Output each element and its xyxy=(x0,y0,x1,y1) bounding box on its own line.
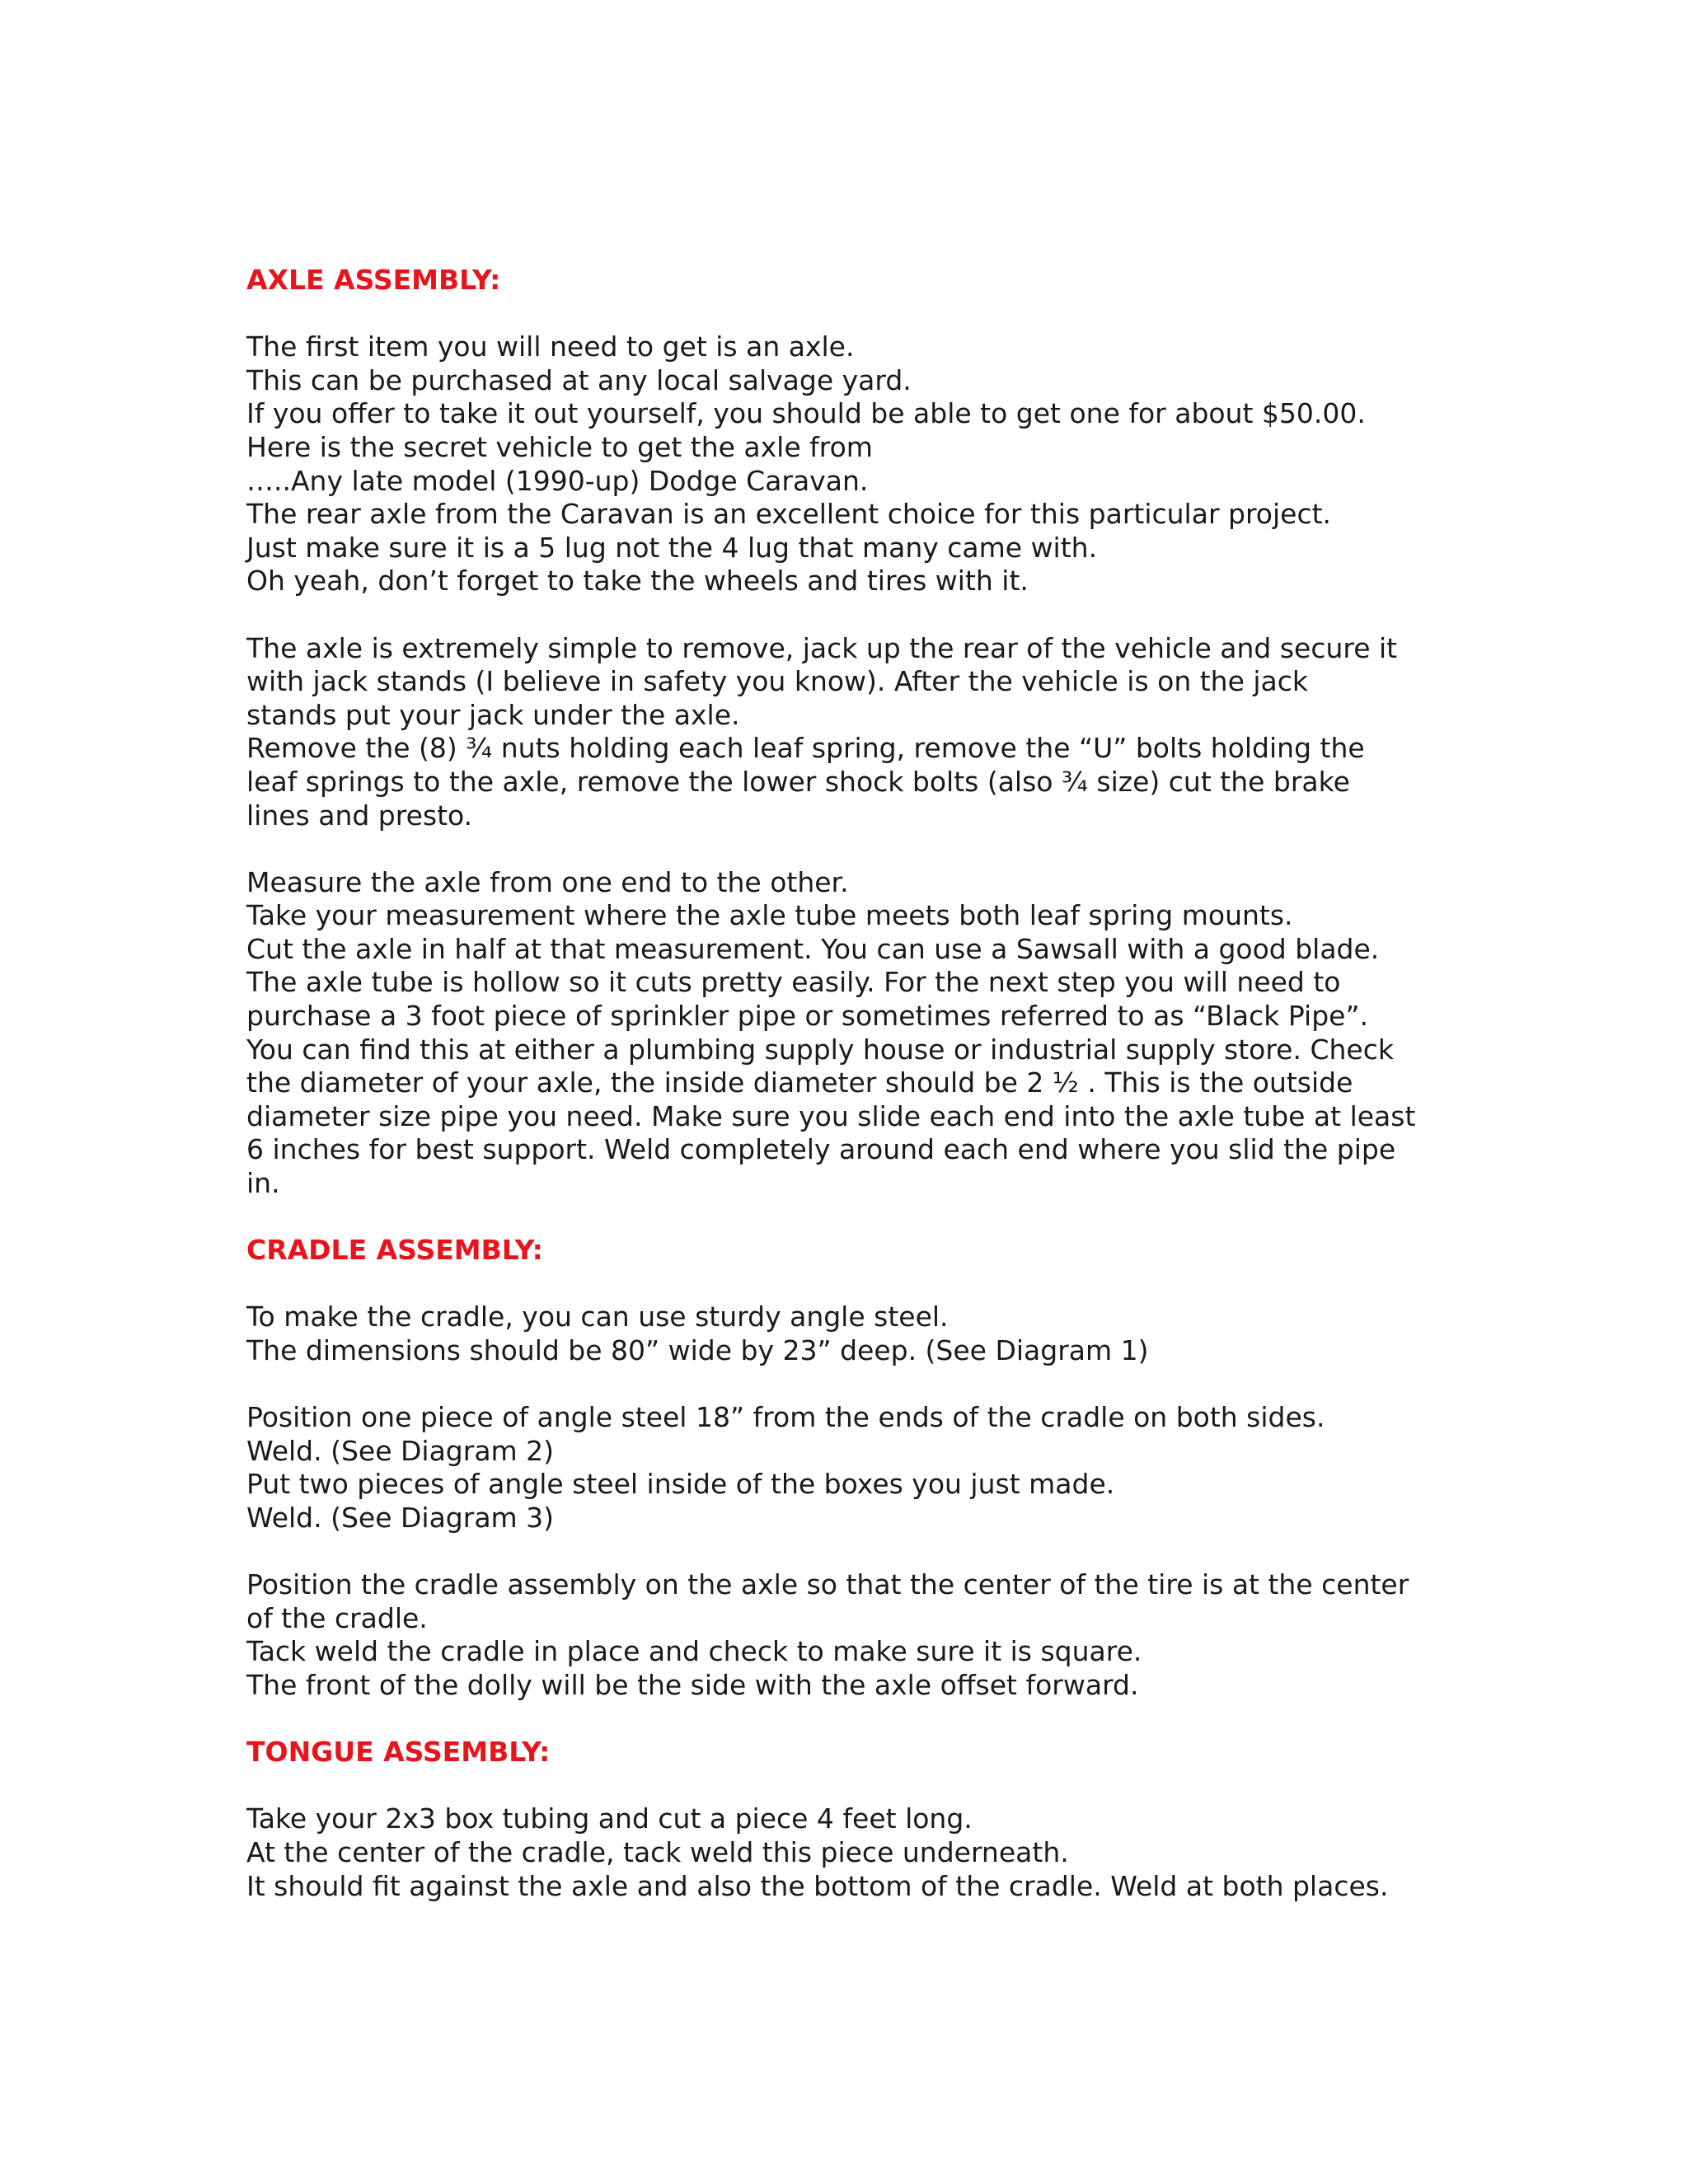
text-line: This can be purchased at any local salvage yard. xyxy=(246,363,912,396)
text-line: the diameter of your axle, the inside diameter should be 2 ½ . This is the outside xyxy=(246,1066,1353,1099)
text-line: The rear axle from the Caravan is an excellent choice for this particular project. xyxy=(246,498,1332,531)
text-line: Tack weld the cradle in place and check to make sure it is square. xyxy=(246,1635,1142,1668)
section-heading: TONGUE ASSEMBLY: xyxy=(246,1736,551,1769)
text-line: Weld. (See Diagram 2) xyxy=(246,1434,555,1467)
text-line: purchase a 3 foot piece of sprinkler pipe or sometimes referred to as “Black Pipe”. xyxy=(246,1000,1369,1033)
text-line: The front of the dolly will be the side with the axle offset forward. xyxy=(246,1668,1139,1701)
text-line: …..Any late model (1990-up) Dodge Caravan. xyxy=(246,464,869,497)
text-line: Take your 2x3 box tubing and cut a piece 4 feet long. xyxy=(246,1802,973,1835)
text-line: Position the cradle assembly on the axle so that the center of the tire is at the center xyxy=(246,1568,1409,1601)
text-line: The first item you will need to get is an axle. xyxy=(246,330,855,363)
paragraph xyxy=(246,866,1450,1201)
text-line: Measure the axle from one end to the other. xyxy=(246,865,849,898)
text-line: diameter size pipe you need. Make sure you slide each end into the axle tube at least xyxy=(246,1099,1416,1132)
text-line: Take your measurement where the axle tube meets both leaf spring mounts. xyxy=(246,899,1293,932)
text-line: Cut the axle in half at that measurement. You can use a Sawsall with a good blade. xyxy=(246,932,1380,965)
paragraph xyxy=(246,1802,1450,1903)
text-line: At the center of the cradle, tack weld this piece underneath. xyxy=(246,1835,1069,1868)
text-line: To make the cradle, you can use sturdy angle steel. xyxy=(246,1301,949,1333)
section-cradle-assembly xyxy=(246,1234,1450,1702)
spacer xyxy=(246,598,1450,632)
spacer xyxy=(246,1268,1450,1301)
section-tongue-assembly xyxy=(246,1736,1450,1903)
text-line: It should fit against the axle and also the bottom of the cradle. Weld at both places. xyxy=(246,1869,1389,1902)
text-line: Remove the (8) ¾ nuts holding each leaf spring, remove the “U” bolts holding the xyxy=(246,732,1365,765)
text-line: Here is the secret vehicle to get the axle from xyxy=(246,430,873,463)
spacer xyxy=(246,1703,1450,1736)
text-line: 6 inches for best support. Weld completely around each end where you slid the pipe xyxy=(246,1133,1396,1166)
document-content xyxy=(246,264,1450,1903)
paragraph xyxy=(246,1301,1450,1367)
text-line: You can find this at either a plumbing supply house or industrial supply store. Check xyxy=(246,1033,1394,1066)
text-line: The axle is extremely simple to remove, jack up the rear of the vehicle and secure it xyxy=(246,631,1398,664)
section-axle-assembly xyxy=(246,264,1450,1201)
text-line: in. xyxy=(246,1167,280,1200)
text-line: The axle tube is hollow so it cuts pretty easily. For the next step you will need to xyxy=(246,966,1341,999)
paragraph xyxy=(246,1568,1450,1702)
text-line: with jack stands (I believe in safety you know). After the vehicle is on the jack xyxy=(246,665,1309,698)
spacer xyxy=(246,298,1450,331)
text-line: leaf springs to the axle, remove the lower shock bolts (also ¾ size) cut the brake xyxy=(246,765,1350,798)
spacer xyxy=(246,1769,1450,1803)
spacer xyxy=(246,1201,1450,1235)
paragraph xyxy=(246,1401,1450,1535)
spacer xyxy=(246,1535,1450,1569)
paragraph xyxy=(246,632,1450,833)
text-line: Just make sure it is a 5 lug not the 4 lug that many came with. xyxy=(246,531,1098,564)
text-line: Oh yeah, don’t forget to take the wheels and tires with it. xyxy=(246,565,1029,598)
text-line: lines and presto. xyxy=(246,799,473,832)
section-heading: AXLE ASSEMBLY: xyxy=(246,264,501,296)
section-heading: CRADLE ASSEMBLY: xyxy=(246,1234,543,1267)
spacer xyxy=(246,1368,1450,1402)
text-line: Weld. (See Diagram 3) xyxy=(246,1501,555,1534)
spacer xyxy=(246,832,1450,866)
text-line: of the cradle. xyxy=(246,1601,428,1634)
text-line: Put two pieces of angle steel inside of the boxes you just made. xyxy=(246,1468,1115,1501)
text-line: Position one piece of angle steel 18” from the ends of the cradle on both sides. xyxy=(246,1401,1325,1434)
text-line: The dimensions should be 80” wide by 23” deep. (See Diagram 1) xyxy=(246,1334,1149,1366)
text-line: stands put your jack under the axle. xyxy=(246,698,740,731)
paragraph xyxy=(246,330,1450,598)
text-line: If you offer to take it out yourself, you should be able to get one for about $50.00. xyxy=(246,397,1366,430)
